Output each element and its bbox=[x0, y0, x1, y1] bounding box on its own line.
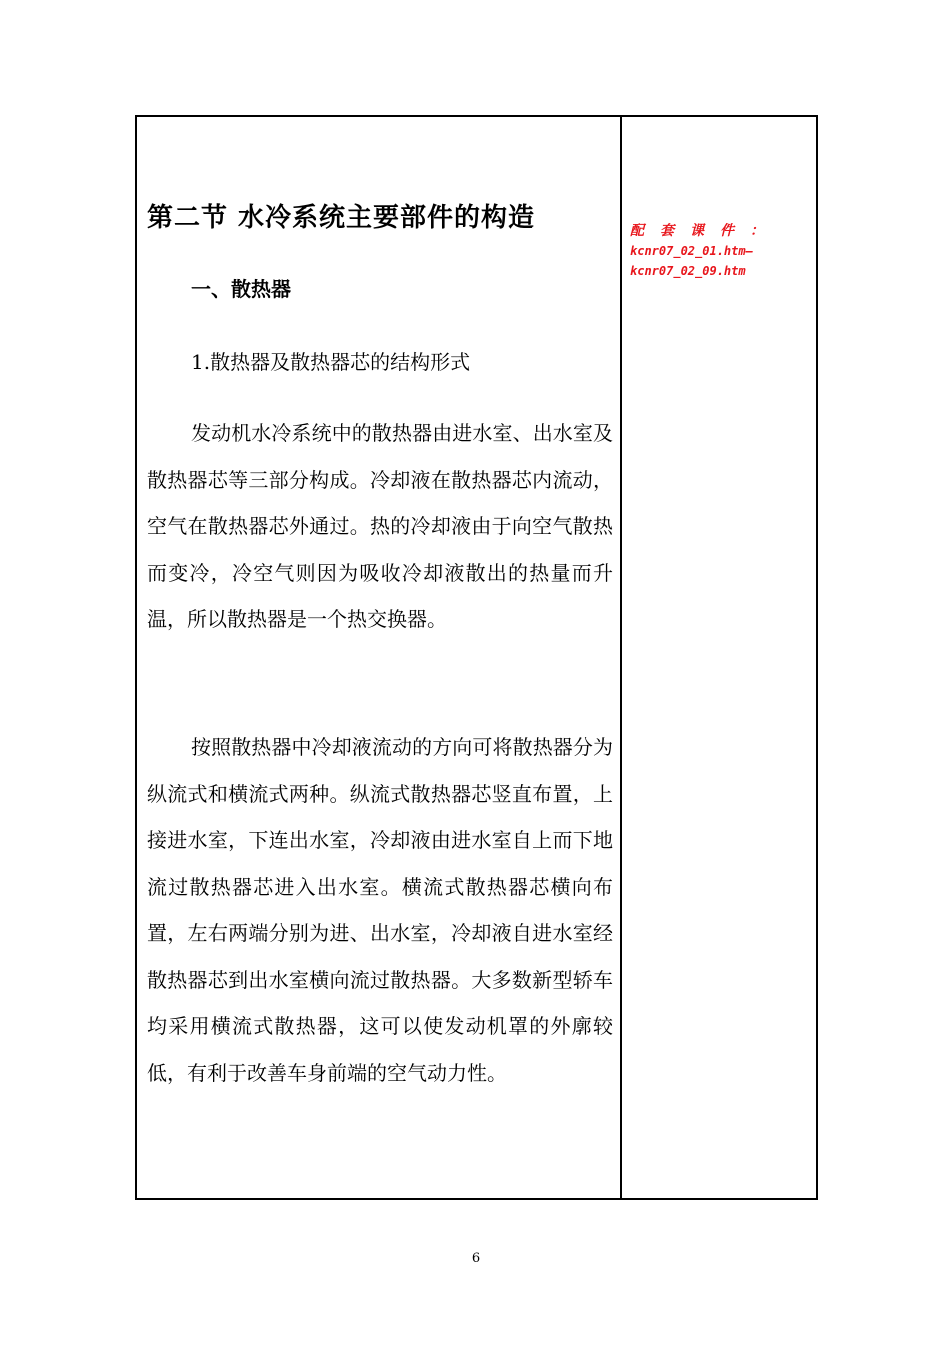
courseware-label: 配套课件： bbox=[630, 223, 780, 239]
section-title: 第二节 水冷系统主要部件的构造 bbox=[147, 203, 536, 233]
courseware-note bbox=[630, 221, 812, 281]
main-content-cell bbox=[137, 117, 622, 1198]
paragraph-radiator-types: 按照散热器中冷却液流动的方向可将散热器分为纵流式和横流式两种。纵流式散热器芯竖直布置，上接进水室，下连出水室，冷却液由进水室自上而下地流过散热器芯进入出水室。横流式散热器芯横向布置，左右两端分别为进、出水室，冷却液自进水室经散热器芯到出水室横向流过散热器。大多数新型轿车均采用横流式散热器，这可以使发动机罩的外廓较低，有利于改善车身前端的空气动力性。 bbox=[147, 735, 613, 1085]
subsection-title: 一、散热器 bbox=[191, 277, 291, 301]
courseware-link-end[interactable]: kcnr07_02_09.htm bbox=[630, 264, 746, 278]
page-number: 6 bbox=[471, 1251, 481, 1266]
content-table bbox=[135, 115, 818, 1200]
courseware-link-start[interactable]: kcnr07_02_01.htm— bbox=[630, 244, 753, 258]
side-note-cell bbox=[622, 117, 816, 1198]
item-title: 1.散热器及散热器芯的结构形式 bbox=[191, 350, 471, 374]
paragraph-radiator-structure: 发动机水冷系统中的散热器由进水室、出水室及散热器芯等三部分构成。冷却液在散热器芯内流动，空气在散热器芯外通过。热的冷却液由于向空气散热而变冷，冷空气则因为吸收冷却液散出的热量而升温，所以散热器是一个热交换器。 bbox=[147, 421, 613, 631]
